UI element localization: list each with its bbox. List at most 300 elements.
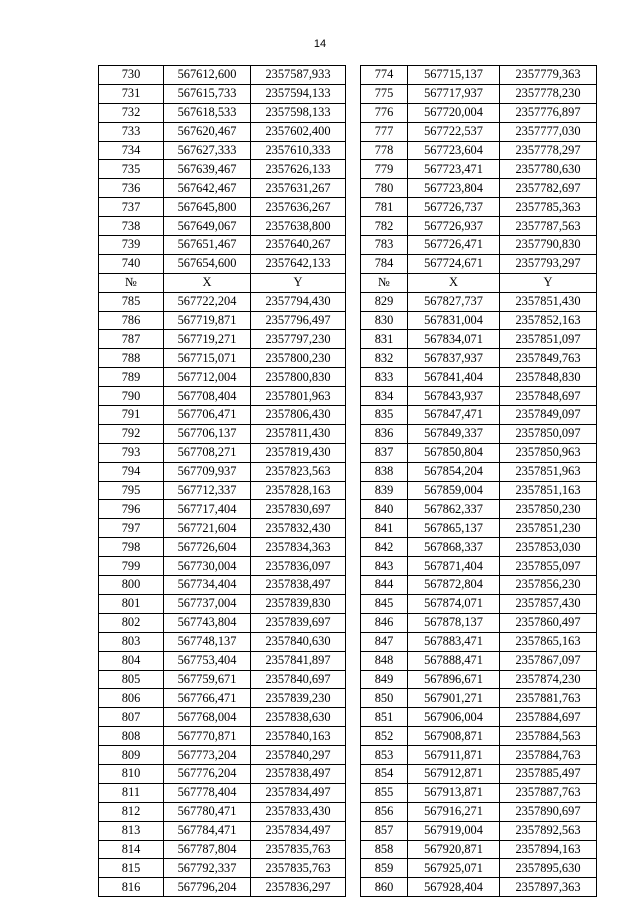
y-coordinate-cell: 2357885,497 — [500, 764, 597, 783]
x-coordinate-cell: 567627,333 — [164, 141, 251, 160]
point-number-cell: 839 — [361, 481, 408, 500]
y-coordinate-cell: 2357782,697 — [500, 179, 597, 198]
point-number-cell: 802 — [99, 613, 164, 632]
point-number-cell: 738 — [99, 217, 164, 236]
x-coordinate-cell: 567717,937 — [408, 84, 500, 103]
table-row — [99, 708, 597, 727]
point-number-cell: 788 — [99, 349, 164, 368]
y-coordinate-cell: 2357855,097 — [500, 557, 597, 576]
column-gap — [346, 878, 361, 897]
y-coordinate-cell: 2357884,763 — [500, 746, 597, 765]
y-coordinate-cell: 2357838,630 — [251, 708, 346, 727]
x-coordinate-cell: 567726,937 — [408, 217, 500, 236]
point-number-cell: 791 — [99, 406, 164, 425]
y-coordinate-cell: 2357853,030 — [500, 538, 597, 557]
point-number-cell: 736 — [99, 179, 164, 198]
x-coordinate-cell: 567743,804 — [164, 613, 251, 632]
column-gap — [346, 651, 361, 670]
column-gap — [346, 254, 361, 273]
x-coordinate-cell: 567776,204 — [164, 764, 251, 783]
table-row — [99, 179, 597, 198]
table-row — [99, 783, 597, 802]
y-coordinate-cell: 2357848,697 — [500, 387, 597, 406]
column-gap — [346, 236, 361, 255]
y-coordinate-cell: 2357787,563 — [500, 217, 597, 236]
y-coordinate-cell: 2357598,133 — [251, 103, 346, 122]
point-number-cell: 838 — [361, 462, 408, 481]
point-number-cell: 837 — [361, 443, 408, 462]
point-number-cell: 810 — [99, 764, 164, 783]
x-coordinate-cell: 567706,471 — [164, 406, 251, 425]
x-coordinate-cell: 567847,471 — [408, 406, 500, 425]
y-coordinate-cell: 2357794,430 — [251, 292, 346, 311]
x-coordinate-cell: 567712,337 — [164, 481, 251, 500]
y-coordinate-cell: 2357851,230 — [500, 519, 597, 538]
point-number-cell: 815 — [99, 859, 164, 878]
y-coordinate-cell: 2357874,230 — [500, 670, 597, 689]
header-x: X — [164, 273, 251, 292]
column-gap — [346, 443, 361, 462]
x-coordinate-cell: 567726,471 — [408, 236, 500, 255]
point-number-cell: 796 — [99, 500, 164, 519]
y-coordinate-cell: 2357640,267 — [251, 236, 346, 255]
x-coordinate-cell: 567722,204 — [164, 292, 251, 311]
table-row — [99, 746, 597, 765]
x-coordinate-cell: 567770,871 — [164, 727, 251, 746]
point-number-cell: 779 — [361, 160, 408, 179]
y-coordinate-cell: 2357836,297 — [251, 878, 346, 897]
x-coordinate-cell: 567913,871 — [408, 783, 500, 802]
table-row — [99, 764, 597, 783]
column-gap — [346, 594, 361, 613]
y-coordinate-cell: 2357778,230 — [500, 84, 597, 103]
point-number-cell: 789 — [99, 368, 164, 387]
x-coordinate-cell: 567827,737 — [408, 292, 500, 311]
x-coordinate-cell: 567722,537 — [408, 122, 500, 141]
x-coordinate-cell: 567737,004 — [164, 594, 251, 613]
point-number-cell: 785 — [99, 292, 164, 311]
y-coordinate-cell: 2357785,363 — [500, 198, 597, 217]
y-coordinate-cell: 2357833,430 — [251, 802, 346, 821]
y-coordinate-cell: 2357796,497 — [251, 311, 346, 330]
y-coordinate-cell: 2357894,163 — [500, 840, 597, 859]
point-number-cell: 775 — [361, 84, 408, 103]
x-coordinate-cell: 567766,471 — [164, 689, 251, 708]
x-coordinate-cell: 567615,733 — [164, 84, 251, 103]
table-row — [99, 84, 597, 103]
x-coordinate-cell: 567723,471 — [408, 160, 500, 179]
y-coordinate-cell: 2357797,230 — [251, 330, 346, 349]
table-row — [99, 406, 597, 425]
x-coordinate-cell: 567759,671 — [164, 670, 251, 689]
point-number-cell: 848 — [361, 651, 408, 670]
y-coordinate-cell: 2357839,697 — [251, 613, 346, 632]
point-number-cell: 774 — [361, 66, 408, 85]
point-number-cell: 787 — [99, 330, 164, 349]
point-number-cell: 847 — [361, 632, 408, 651]
point-number-cell: 795 — [99, 481, 164, 500]
y-coordinate-cell: 2357790,830 — [500, 236, 597, 255]
point-number-cell: 843 — [361, 557, 408, 576]
table-row — [99, 122, 597, 141]
y-coordinate-cell: 2357881,763 — [500, 689, 597, 708]
table-row — [99, 594, 597, 613]
column-gap — [346, 689, 361, 708]
x-coordinate-cell: 567872,804 — [408, 576, 500, 595]
point-number-cell: 790 — [99, 387, 164, 406]
column-gap — [346, 764, 361, 783]
column-gap — [346, 141, 361, 160]
table-row — [99, 840, 597, 859]
table-row — [99, 689, 597, 708]
point-number-cell: 850 — [361, 689, 408, 708]
point-number-cell: 799 — [99, 557, 164, 576]
x-coordinate-cell: 567896,671 — [408, 670, 500, 689]
x-coordinate-cell: 567773,204 — [164, 746, 251, 765]
x-coordinate-cell: 567753,404 — [164, 651, 251, 670]
column-gap — [346, 802, 361, 821]
y-coordinate-cell: 2357777,030 — [500, 122, 597, 141]
column-gap — [346, 859, 361, 878]
point-number-cell: 835 — [361, 406, 408, 425]
y-coordinate-cell: 2357610,333 — [251, 141, 346, 160]
x-coordinate-cell: 567768,004 — [164, 708, 251, 727]
table-row — [99, 349, 597, 368]
table-row — [99, 462, 597, 481]
x-coordinate-cell: 567831,004 — [408, 311, 500, 330]
point-number-cell: 777 — [361, 122, 408, 141]
x-coordinate-cell: 567654,600 — [164, 254, 251, 273]
point-number-cell: 812 — [99, 802, 164, 821]
x-coordinate-cell: 567920,871 — [408, 840, 500, 859]
x-coordinate-cell: 567901,271 — [408, 689, 500, 708]
point-number-cell: 834 — [361, 387, 408, 406]
table-row — [99, 802, 597, 821]
point-number-cell: 805 — [99, 670, 164, 689]
point-number-cell: 731 — [99, 84, 164, 103]
x-coordinate-cell: 567843,937 — [408, 387, 500, 406]
point-number-cell: 844 — [361, 576, 408, 595]
y-coordinate-cell: 2357834,497 — [251, 821, 346, 840]
point-number-cell: 801 — [99, 594, 164, 613]
x-coordinate-cell: 567734,404 — [164, 576, 251, 595]
x-coordinate-cell: 567730,004 — [164, 557, 251, 576]
column-gap — [346, 406, 361, 425]
column-gap — [346, 727, 361, 746]
x-coordinate-cell: 567618,533 — [164, 103, 251, 122]
y-coordinate-cell: 2357638,800 — [251, 217, 346, 236]
point-number-cell: 784 — [361, 254, 408, 273]
point-number-cell: 740 — [99, 254, 164, 273]
x-coordinate-cell: 567651,467 — [164, 236, 251, 255]
x-coordinate-cell: 567796,204 — [164, 878, 251, 897]
x-coordinate-cell: 567916,271 — [408, 802, 500, 821]
table-row — [99, 878, 597, 897]
y-coordinate-cell: 2357887,763 — [500, 783, 597, 802]
x-coordinate-cell: 567719,871 — [164, 311, 251, 330]
header-number: № — [99, 273, 164, 292]
column-gap — [346, 500, 361, 519]
y-coordinate-cell: 2357850,963 — [500, 443, 597, 462]
table-row — [99, 481, 597, 500]
point-number-cell: 851 — [361, 708, 408, 727]
y-coordinate-cell: 2357840,163 — [251, 727, 346, 746]
y-coordinate-cell: 2357839,830 — [251, 594, 346, 613]
x-coordinate-cell: 567726,737 — [408, 198, 500, 217]
column-gap — [346, 481, 361, 500]
table-row — [99, 368, 597, 387]
column-gap — [346, 632, 361, 651]
point-number-cell: 776 — [361, 103, 408, 122]
y-coordinate-cell: 2357895,630 — [500, 859, 597, 878]
column-gap — [346, 576, 361, 595]
point-number-cell: 800 — [99, 576, 164, 595]
x-coordinate-cell: 567871,404 — [408, 557, 500, 576]
y-coordinate-cell: 2357838,497 — [251, 764, 346, 783]
column-gap — [346, 538, 361, 557]
table-row — [99, 160, 597, 179]
point-number-cell: 804 — [99, 651, 164, 670]
point-number-cell: 807 — [99, 708, 164, 727]
point-number-cell: 842 — [361, 538, 408, 557]
x-coordinate-cell: 567708,404 — [164, 387, 251, 406]
column-gap — [346, 519, 361, 538]
y-coordinate-cell: 2357838,497 — [251, 576, 346, 595]
y-coordinate-cell: 2357834,497 — [251, 783, 346, 802]
x-coordinate-cell: 567649,067 — [164, 217, 251, 236]
x-coordinate-cell: 567878,137 — [408, 613, 500, 632]
table-row — [99, 103, 597, 122]
column-gap — [346, 708, 361, 727]
point-number-cell: 836 — [361, 424, 408, 443]
x-coordinate-cell: 567715,137 — [408, 66, 500, 85]
point-number-cell: 794 — [99, 462, 164, 481]
x-coordinate-cell: 567911,871 — [408, 746, 500, 765]
x-coordinate-cell: 567723,804 — [408, 179, 500, 198]
x-coordinate-cell: 567850,804 — [408, 443, 500, 462]
y-coordinate-cell: 2357851,430 — [500, 292, 597, 311]
x-coordinate-cell: 567834,071 — [408, 330, 500, 349]
y-coordinate-cell: 2357642,133 — [251, 254, 346, 273]
y-coordinate-cell: 2357594,133 — [251, 84, 346, 103]
point-number-cell: 858 — [361, 840, 408, 859]
y-coordinate-cell: 2357835,763 — [251, 859, 346, 878]
header-y: Y — [251, 273, 346, 292]
x-coordinate-cell: 567708,271 — [164, 443, 251, 462]
point-number-cell: 846 — [361, 613, 408, 632]
point-number-cell: 855 — [361, 783, 408, 802]
x-coordinate-cell: 567837,937 — [408, 349, 500, 368]
table-row — [99, 254, 597, 273]
y-coordinate-cell: 2357834,363 — [251, 538, 346, 557]
y-coordinate-cell: 2357779,363 — [500, 66, 597, 85]
table-row — [99, 859, 597, 878]
table-row — [99, 821, 597, 840]
point-number-cell: 808 — [99, 727, 164, 746]
y-coordinate-cell: 2357811,430 — [251, 424, 346, 443]
x-coordinate-cell: 567715,071 — [164, 349, 251, 368]
point-number-cell: 734 — [99, 141, 164, 160]
point-number-cell: 783 — [361, 236, 408, 255]
column-gap — [346, 217, 361, 236]
point-number-cell: 859 — [361, 859, 408, 878]
point-number-cell: 797 — [99, 519, 164, 538]
y-coordinate-cell: 2357840,630 — [251, 632, 346, 651]
point-number-cell: 806 — [99, 689, 164, 708]
column-gap — [346, 746, 361, 765]
x-coordinate-cell: 567784,471 — [164, 821, 251, 840]
point-number-cell: 831 — [361, 330, 408, 349]
header-y: Y — [500, 273, 597, 292]
column-gap — [346, 122, 361, 141]
x-coordinate-cell: 567854,204 — [408, 462, 500, 481]
y-coordinate-cell: 2357865,163 — [500, 632, 597, 651]
table-row — [99, 198, 597, 217]
point-number-cell: 793 — [99, 443, 164, 462]
point-number-cell: 814 — [99, 840, 164, 859]
y-coordinate-cell: 2357800,230 — [251, 349, 346, 368]
column-gap — [346, 557, 361, 576]
y-coordinate-cell: 2357636,267 — [251, 198, 346, 217]
table-row — [99, 66, 597, 85]
point-number-cell: 852 — [361, 727, 408, 746]
column-gap — [346, 424, 361, 443]
y-coordinate-cell: 2357828,163 — [251, 481, 346, 500]
y-coordinate-cell: 2357631,267 — [251, 179, 346, 198]
column-gap — [346, 783, 361, 802]
table-row — [99, 651, 597, 670]
column-gap — [346, 840, 361, 859]
y-coordinate-cell: 2357867,097 — [500, 651, 597, 670]
x-coordinate-cell: 567778,404 — [164, 783, 251, 802]
x-coordinate-cell: 567906,004 — [408, 708, 500, 727]
column-gap — [346, 387, 361, 406]
y-coordinate-cell: 2357849,097 — [500, 406, 597, 425]
y-coordinate-cell: 2357851,163 — [500, 481, 597, 500]
y-coordinate-cell: 2357884,563 — [500, 727, 597, 746]
point-number-cell: 809 — [99, 746, 164, 765]
column-gap — [346, 292, 361, 311]
y-coordinate-cell: 2357778,297 — [500, 141, 597, 160]
table-row — [99, 557, 597, 576]
y-coordinate-cell: 2357839,230 — [251, 689, 346, 708]
x-coordinate-cell: 567787,804 — [164, 840, 251, 859]
point-number-cell: 849 — [361, 670, 408, 689]
header-number: № — [361, 273, 408, 292]
column-gap — [346, 349, 361, 368]
point-number-cell: 841 — [361, 519, 408, 538]
point-number-cell: 833 — [361, 368, 408, 387]
y-coordinate-cell: 2357884,697 — [500, 708, 597, 727]
point-number-cell: 792 — [99, 424, 164, 443]
table-row — [99, 670, 597, 689]
y-coordinate-cell: 2357801,963 — [251, 387, 346, 406]
point-number-cell: 733 — [99, 122, 164, 141]
table-row — [99, 311, 597, 330]
point-number-cell: 735 — [99, 160, 164, 179]
column-gap — [346, 311, 361, 330]
x-coordinate-cell: 567706,137 — [164, 424, 251, 443]
table-row — [99, 500, 597, 519]
column-gap — [346, 84, 361, 103]
table-row — [99, 443, 597, 462]
point-number-cell: 857 — [361, 821, 408, 840]
point-number-cell: 816 — [99, 878, 164, 897]
point-number-cell: 811 — [99, 783, 164, 802]
y-coordinate-cell: 2357823,563 — [251, 462, 346, 481]
y-coordinate-cell: 2357892,563 — [500, 821, 597, 840]
x-coordinate-cell: 567865,137 — [408, 519, 500, 538]
y-coordinate-cell: 2357819,430 — [251, 443, 346, 462]
x-coordinate-cell: 567928,404 — [408, 878, 500, 897]
coordinates-table — [98, 65, 597, 897]
x-coordinate-cell: 567717,404 — [164, 500, 251, 519]
point-number-cell: 778 — [361, 141, 408, 160]
x-coordinate-cell: 567862,337 — [408, 500, 500, 519]
x-coordinate-cell: 567925,071 — [408, 859, 500, 878]
table-row — [99, 576, 597, 595]
column-gap — [346, 198, 361, 217]
y-coordinate-cell: 2357832,430 — [251, 519, 346, 538]
point-number-cell: 830 — [361, 311, 408, 330]
x-coordinate-cell: 567912,871 — [408, 764, 500, 783]
table-row — [99, 330, 597, 349]
x-coordinate-cell: 567726,604 — [164, 538, 251, 557]
y-coordinate-cell: 2357776,897 — [500, 103, 597, 122]
point-number-cell: 739 — [99, 236, 164, 255]
x-coordinate-cell: 567721,604 — [164, 519, 251, 538]
point-number-cell: 780 — [361, 179, 408, 198]
table-row — [99, 236, 597, 255]
x-coordinate-cell: 567841,404 — [408, 368, 500, 387]
x-coordinate-cell: 567719,271 — [164, 330, 251, 349]
y-coordinate-cell: 2357851,097 — [500, 330, 597, 349]
point-number-cell: 782 — [361, 217, 408, 236]
y-coordinate-cell: 2357587,933 — [251, 66, 346, 85]
y-coordinate-cell: 2357841,897 — [251, 651, 346, 670]
y-coordinate-cell: 2357848,830 — [500, 368, 597, 387]
x-coordinate-cell: 567723,604 — [408, 141, 500, 160]
x-coordinate-cell: 567712,004 — [164, 368, 251, 387]
x-coordinate-cell: 567919,004 — [408, 821, 500, 840]
column-gap — [346, 103, 361, 122]
point-number-cell: 829 — [361, 292, 408, 311]
x-coordinate-cell: 567874,071 — [408, 594, 500, 613]
x-coordinate-cell: 567645,800 — [164, 198, 251, 217]
column-gap — [346, 821, 361, 840]
y-coordinate-cell: 2357836,097 — [251, 557, 346, 576]
column-gap — [346, 160, 361, 179]
x-coordinate-cell: 567620,467 — [164, 122, 251, 141]
x-coordinate-cell: 567908,871 — [408, 727, 500, 746]
y-coordinate-cell: 2357852,163 — [500, 311, 597, 330]
y-coordinate-cell: 2357800,830 — [251, 368, 346, 387]
header-x: X — [408, 273, 500, 292]
column-gap — [346, 462, 361, 481]
column-gap — [346, 368, 361, 387]
x-coordinate-cell: 567748,137 — [164, 632, 251, 651]
y-coordinate-cell: 2357849,763 — [500, 349, 597, 368]
table-row — [99, 519, 597, 538]
table-row — [99, 727, 597, 746]
y-coordinate-cell: 2357890,697 — [500, 802, 597, 821]
y-coordinate-cell: 2357780,630 — [500, 160, 597, 179]
point-number-cell: 854 — [361, 764, 408, 783]
column-gap — [346, 273, 361, 292]
x-coordinate-cell: 567780,471 — [164, 802, 251, 821]
y-coordinate-cell: 2357840,697 — [251, 670, 346, 689]
point-number-cell: 737 — [99, 198, 164, 217]
